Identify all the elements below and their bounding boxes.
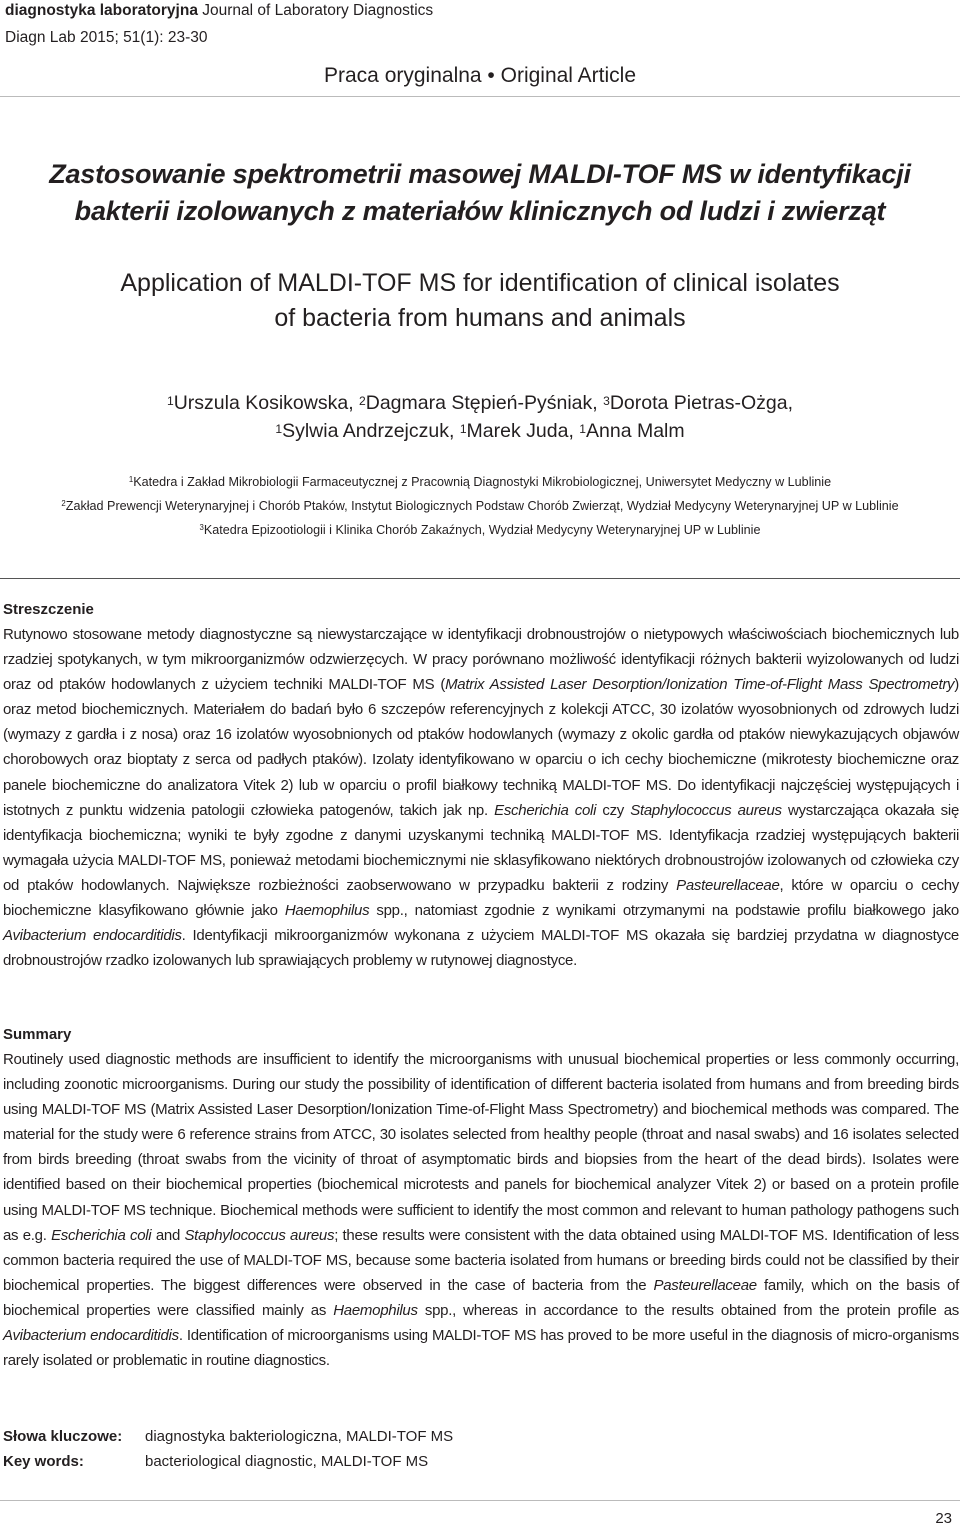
title-polish-line: bakterii izolowanych z materiałów klinicznych od ludzi i zwierząt	[74, 196, 886, 226]
text-run: , które w oparciu o cechy biochemiczne klasyfikowano głównie jako	[3, 876, 959, 920]
text-run: and	[151, 1226, 185, 1244]
abstract-polish	[3, 597, 959, 973]
author: $^1$Urszula Kosikowska	[166, 392, 349, 414]
author: $^3$Dorota Pietras-Ożga	[603, 392, 788, 414]
journal-name-pl: diagnostyka laboratoryjna	[5, 2, 198, 19]
italic-term: Pasteurellaceae	[676, 876, 780, 894]
page-number: 23	[935, 1510, 952, 1527]
text-run: Routinely used diagnostic methods are insufficient to identify the microorganisms with unusual biochemical properties or less commonly occurring, including zoonotic microorganisms. During our study the possibility of identification of different bacteria isolated from humans and from breeding birds using MALDI-TOF MS (Matrix Assisted Laser Desorption/Ionization Time-of-Flight Mass Spectrometry) and biochemical methods was compared. The material for the study were 6 reference strains from ATCC, 30 isolates selected from healthy people (throat and nasal swabs) and 16 isolates selected from birds breeding (throat swabs from the vicinity of throat of asymptomatic birds and biopsies from the heart of the dead birds). Isolates were identified based on their biochemical properties (biochemical microtests and panels for biochemical analyzer Vitek 2) or based on a protein profile using MALDI-TOF MS technique. Biochemical methods were sufficient to identify the most common and relevant to human pathology pathogens such as e.g.	[3, 1051, 959, 1244]
affiliation: $^3$Katedra Epizootiologii i Klinika Chorób Zakaźnych, Wydział Medycyny Weterynaryjnej UP w Lublinie	[199, 523, 761, 537]
title-polish-line: Zastosowanie spektrometrii masowej MALDI-TOF MS w identyfikacji	[49, 159, 911, 189]
author-line: $^1$Urszula Kosikowska, $^2$Dagmara Stępień-Pyśniak, $^3$Dorota Pietras-Ożga,	[166, 392, 794, 414]
article-type: Praca oryginalna • Original Article	[324, 64, 636, 87]
text-run: wystarczająca okazała się identyfikacja biochemiczna; wyniki te były zgodne z danymi uzyskanymi techniką MALDI-TOF MS. Identyfikacja rzadziej występujących bakterii wymagała użycia MALDI-TOF MS, ponieważ metodami biochemicznymi nie sklasyfikowano niektórych drobnoustrojów izolowanych od człowieka czy od ptaków hodowlanych. Największe rozbieżności zaobserwowano w przypadku bakterii z rodziny	[3, 801, 960, 894]
italic-term: Avibacterium endocarditidis	[3, 927, 182, 945]
summary-text	[3, 1047, 959, 1373]
abstract-text	[3, 622, 959, 973]
text-run: ) oraz metod biochemicznych. Materiałem do badań było 6 szczepów referencyjnych z kolekcji ATCC, 30 izolatów wyosobnionych od zdrowych ludzi (wymazy z gardła i z nosa) oraz 16 izolatów wyosobnionych od ptaków hodowlanych (wymazy z okolic gardła od ptaków niewykazujących objawów chorobowych oraz bioptaty z serca od padłych ptaków). Izolaty identyfikowano w oparciu o ich cechy biochemiczne (mikrotesty biochemiczne oraz panele biochemiczne do analizatora Vitek 2) lub w oparciu o profil białkowy techniką MALDI-TOF MS. Do identyfikacji najczęściej występujących i istotnych z punktu widzenia patologii człowieka patogenów, takich jak np.	[3, 676, 959, 819]
abstract-heading: Streszczenie	[3, 601, 94, 618]
section-divider	[0, 578, 960, 579]
affiliation: $^2$Zakład Prewencji Weterynaryjnej i Chorób Ptaków, Instytut Biologicznych Podstaw Chorób Zwierząt, Wydział Medycyny Weterynaryjnej UP w Lublinie	[61, 499, 899, 513]
title-english	[0, 266, 960, 336]
author: $^1$Anna Malm	[579, 420, 685, 442]
affiliation: $^1$Katedra i Zakład Mikrobiologii Farmaceutycznej z Pracownią Diagnostyki Mikrobiologicznej, Uniwersytet Medyczny w Lublinie	[128, 475, 832, 489]
italic-term: Avibacterium endocarditidis	[3, 1327, 179, 1345]
footer-divider	[0, 1500, 960, 1501]
text-run: spp., natomiast zgodnie z wynikami otrzymanymi na podstawie profilu białkowego jako	[369, 902, 959, 920]
header-divider	[0, 96, 960, 97]
summary-heading: Summary	[3, 1026, 72, 1043]
keywords-polish	[3, 1424, 453, 1449]
title-polish	[0, 156, 960, 230]
keywords-label: Key words:	[3, 1453, 84, 1470]
text-run: family, which on the basis of biochemical properties were classified mainly as	[3, 1276, 959, 1319]
italic-term: Haemophilus	[284, 902, 370, 920]
italic-term: Haemophilus	[333, 1301, 418, 1319]
keywords-value: bacteriological diagnostic, MALDI-TOF MS	[145, 1453, 429, 1470]
abstract-english	[3, 1022, 959, 1373]
italic-term: Escherichia coli	[494, 801, 597, 819]
keywords-label: Słowa kluczowe:	[3, 1428, 123, 1445]
journal-name	[5, 2, 433, 20]
title-english-line: of bacteria from humans and animals	[274, 304, 686, 332]
keywords-english	[3, 1449, 428, 1474]
author-list	[0, 389, 960, 445]
text-run: ; these results were consistent with the data obtained using MALDI-TOF MS. Identification of less common bacteria required the use of MALDI-TOF MS, because some bacteria isolated from humans or breeding birds could not be classified by their biochemical properties. The biggest differences were observed in the case of bacteria from the	[3, 1226, 960, 1294]
title-english-line: Application of MALDI-TOF MS for identification of clinical isolates	[120, 269, 840, 297]
text-run: Rutynowo stosowane metody diagnostyczne są niewystarczające w identyfikacji drobnoustrojów o nietypowych właściwościach biochemicznych lub rzadziej spotykanych, w tym mikroorganizmów odzwierzęcych. W pracy porównano możliwość identyfikacji różnych bakterii wyizolowanych od ludzi oraz od ptaków hodowlanych z użyciem techniki MALDI-TOF MS (	[3, 626, 959, 694]
affiliation-list	[0, 470, 960, 542]
text-run: . Identyfikacji mikroorganizmów wykonana z użyciem MALDI-TOF MS okazała się bardziej przydatna w diagnostyce drobnoustrojów rzadko izolowanych lub sprawiających problemy w rutynowej diagnostyce.	[3, 927, 959, 970]
citation: Diagn Lab 2015; 51(1): 23-30	[5, 29, 208, 46]
keywords-value: diagnostyka bakteriologiczna, MALDI-TOF MS	[145, 1428, 454, 1445]
italic-term: Staphylococcus aureus	[630, 801, 782, 819]
italic-term: Staphylococcus aureus	[184, 1226, 335, 1244]
author: $^1$Sylwia Andrzejczuk	[275, 420, 449, 442]
author: $^2$Dagmara Stępień-Pyśniak	[359, 392, 593, 414]
text-run: spp., whereas in accordance to the results obtained from the protein profile as	[417, 1301, 959, 1319]
text-run: . Identification of microorganisms using MALDI-TOF MS has proved to be more useful in the diagnosis of micro-organisms rarely isolated or problematic in routine diagnostics.	[3, 1327, 959, 1370]
journal-name-en: Journal of Laboratory Diagnostics	[202, 2, 434, 19]
author: $^1$Marek Juda	[459, 420, 569, 442]
text-run: czy	[596, 801, 631, 819]
author-line: $^1$Sylwia Andrzejczuk, $^1$Marek Juda, $^1$Anna Malm	[275, 420, 685, 442]
italic-term: Escherichia coli	[51, 1226, 152, 1244]
italic-term: Matrix Assisted Laser Desorption/Ionization Time-of-Flight Mass Spectrometry	[445, 676, 955, 694]
italic-term: Pasteurellaceae	[653, 1276, 757, 1294]
